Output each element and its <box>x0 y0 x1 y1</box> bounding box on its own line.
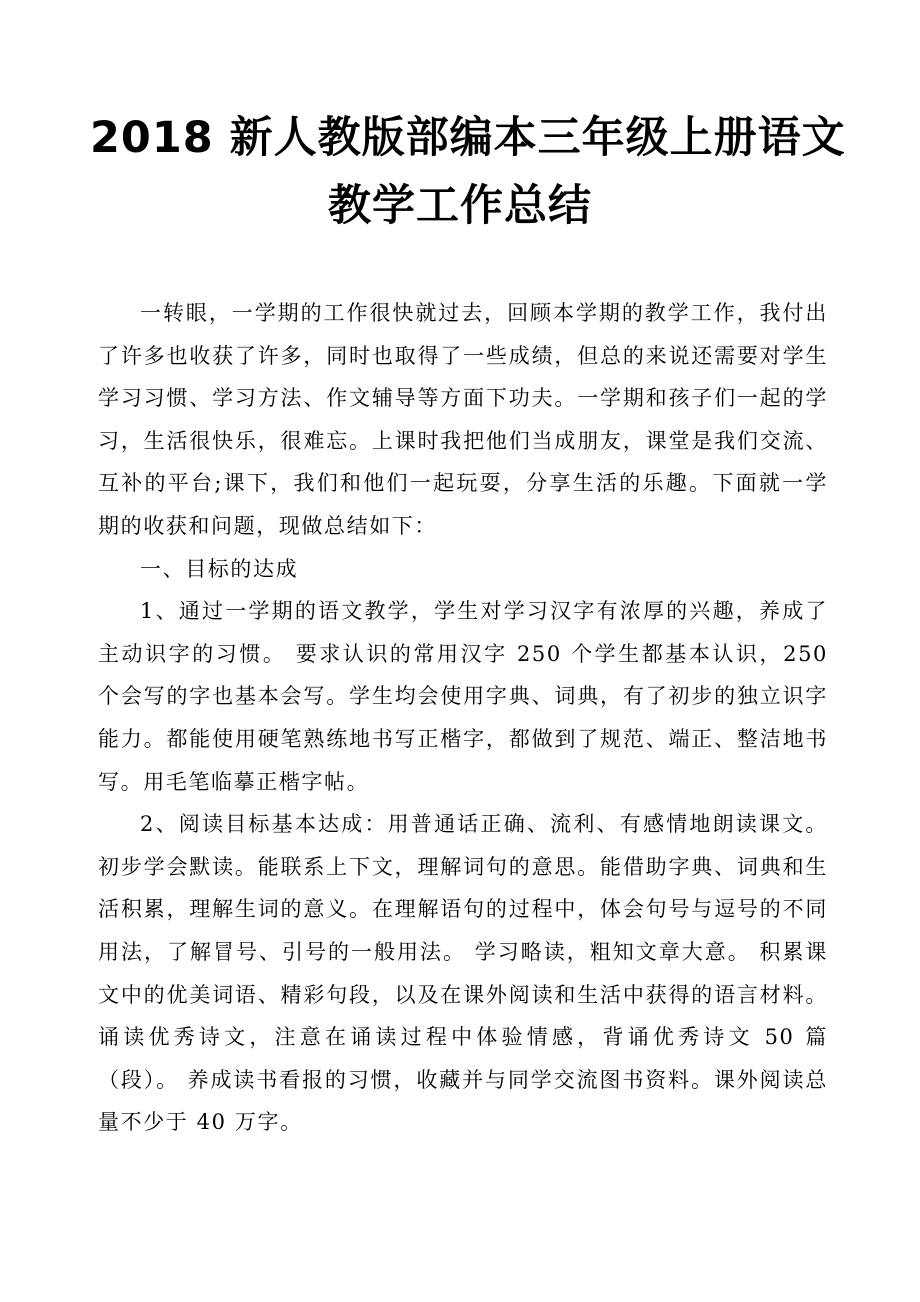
document-title <box>90 104 846 240</box>
title-line-2: 教学工作总结 <box>328 181 592 231</box>
title-line-1: 2018 新人教版部编本三年级上册语文 <box>90 113 846 163</box>
section-heading-goals: 一、目标的达成 <box>140 556 299 581</box>
document-body <box>98 292 828 1144</box>
paragraph-reading: 2、阅读目标基本达成：用普通话正确、流利、有感情地朗读课文。 初步学会默读。能联系上下文，理解词句的意思。能借助字典、词典和生活积累，理解生词的意义。在理解语句的过程中，体会句号与逗号的不同用法，了解冒号、引号的一般用法。 学习略读，粗知文章大意。 积累课文中的优美词语、精彩句段，以及在课外阅读和生活中获得的语言材料。 诵读优秀诗文，注意在诵读过程中体验情感，背诵优秀诗文 50 篇（段）。 养成读书看报的习惯，收藏并与同学交流图书资料。课外阅读总量不少于 40 万字。 <box>98 812 828 1135</box>
intro-paragraph: 一转眼，一学期的工作很快就过去，回顾本学期的教学工作，我付出了许多也收获了许多，同时也取得了一些成绩，但总的来说还需要对学生学习习惯、学习方法、作文辅导等方面下功夫。一学期和孩子们一起的学习，生活很快乐，很难忘。上课时我把他们当成朋友，课堂是我们交流、互补的平台;课下，我们和他们一起玩耍，分享生活的乐趣。下面就一学期的收获和问题，现做总结如下： <box>98 301 828 538</box>
paragraph-literacy: 1、通过一学期的语文教学，学生对学习汉字有浓厚的兴趣，养成了主动识字的习惯。 要求认识的常用汉字 250 个学生都基本认识，250 个会写的字也基本会写。学生均会使用字典、词典，有了初步的独立识字能力。都能使用硬笔熟练地书写正楷字，都做到了规范、端正、整洁地书写。用毛笔临摹正楷字帖。 <box>98 599 828 794</box>
